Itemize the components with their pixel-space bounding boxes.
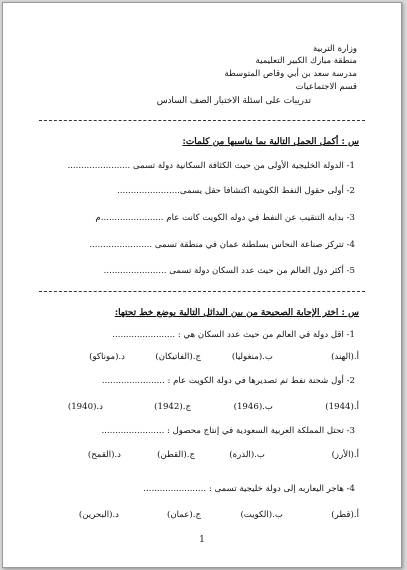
fill-item-1: 1- الدولة الخليجية الأولى من حيث الكثافة السكانية دولة تسمى ....................... (67, 161, 355, 171)
mcq-question-3: 3- تحتل المملكة العربية السعودية في إنتاج محصول : ....................... (101, 426, 355, 436)
mcq-option: أ.(الأرز) (331, 450, 359, 460)
district-name: منطقة مبارك الكبير التعليمية (255, 56, 357, 66)
mcq-option: ج.(الفاتيكان) (155, 352, 201, 362)
school-name: مدرسة سعد بن أبي وقاص المتوسطة (224, 69, 357, 79)
mcq-option: ج.(القطن) (157, 450, 195, 460)
fill-item-3: 3- بداية التنقيب عن النفط في دوله الكويت كانت عام .......................م (95, 213, 355, 223)
ministry-name: وزارة التربية (312, 44, 357, 54)
mcq-option: ج.(عمان) (166, 510, 201, 520)
mcq-option: ب.(1946) (233, 402, 273, 412)
fill-item-5: 5- أكثر دول العالم من حيث عدد السكان دولة تسمى ....................... (103, 266, 355, 276)
page-number: 1 (199, 535, 205, 545)
fill-item-2: 2- أولى حقول النفط الكويتية اكتشافا حقل يسمى....................... (117, 186, 355, 196)
mcq-option: أ.(الهند) (331, 352, 359, 362)
mcq-option: د.(1940) (67, 402, 103, 412)
mcq-option: أ.(1944) (325, 402, 359, 412)
mcq-option: ج.(1942) (154, 402, 191, 412)
mcq-option: أ.(قطر) (331, 510, 359, 520)
mcq-option: ب.(منغوليا) (231, 352, 273, 362)
section2-heading: س : اختر الإجابة الصحيحة من بين البدائل التالية بوضع خط تحتها: (114, 308, 359, 318)
worksheet-title: تدريبات على اسئلة الاختبار الصف السادس (156, 96, 311, 106)
fill-item-4: 4- تتركز صناعة النحاس بسلطنة عمان في منطقة تسمى ....................... (89, 240, 355, 250)
mcq-option: د.(البحرين) (78, 510, 119, 520)
mcq-question-4: 4- هاجر اليعاربه إلى دولة خليجية تسمى : ....................... (143, 484, 355, 494)
mcq-option: ب.(الكويت) (240, 510, 283, 520)
department-name: قسم الاجتماعيات (295, 82, 357, 92)
divider-middle (39, 291, 365, 292)
mcq-question-2: 2- أول شحنة نفط تم تصديرها في دولة الكويت عام : ....................... (101, 376, 355, 386)
mcq-option: د.(القمح) (87, 450, 121, 460)
mcq-question-1: 1- اقل دولة في العالم من حيث عدد السكان هي : ....................... (112, 330, 355, 340)
document-page (2, 2, 402, 568)
mcq-option: ب.(الذرة) (229, 450, 265, 460)
divider-top (39, 120, 365, 121)
section1-heading: س : أكمل الجمل التالية بما يناسبها من كلمات: (182, 137, 359, 147)
mcq-option: د.(موناكو) (89, 352, 125, 362)
